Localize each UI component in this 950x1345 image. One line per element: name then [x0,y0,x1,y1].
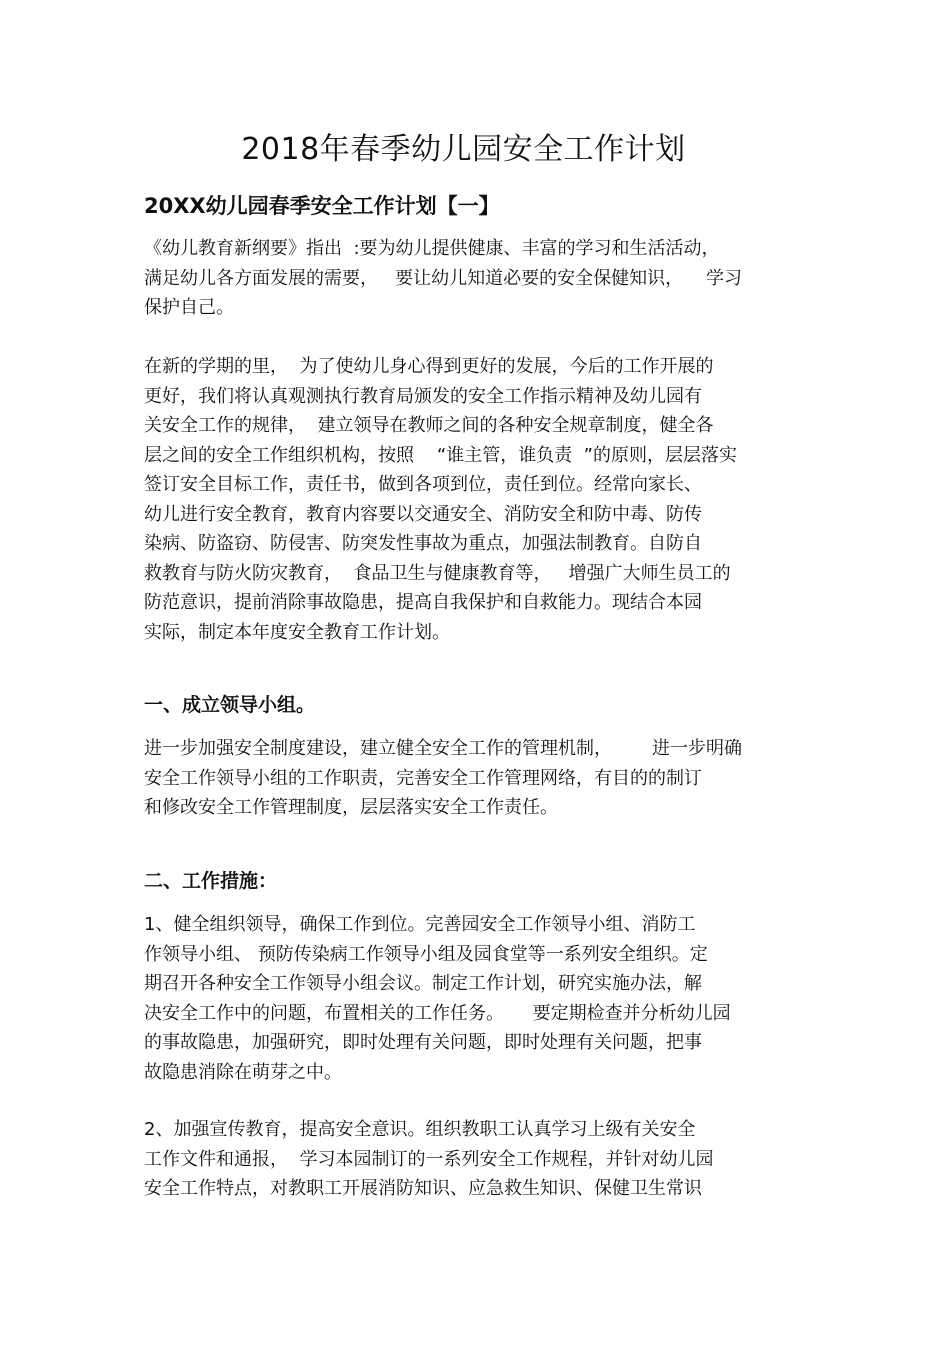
paragraph-intro [144,234,804,323]
paragraph-measure-2 [144,1115,804,1204]
text-line: 防范意识，提前消除事故隐患，提高自我保护和自救能力。现结合本园 [144,592,702,613]
paragraph-measure-1 [144,910,804,1087]
text-line: 保护自己。 [144,297,234,318]
text-line: 更好，我们将认真观测执行教育局颁发的安全工作指示精神及幼儿园有 [144,385,702,407]
text-line: 作领导小组、 预防传染病工作领导小组及园食堂等一系列安全组织。定 [144,943,708,965]
text-line: 签订安全目标工作，责任书，做到各项到位，责任到位。经常向家长、 [144,474,702,495]
paragraph-section-1 [144,734,804,823]
section-heading-1: 一、成立领导小组。 [144,694,316,716]
text-line: 安全工作领导小组的工作职责，完善安全工作管理网络，有目的的制订 [144,767,702,789]
document-title: 2018年春季幼儿园安全工作计划 [241,132,686,167]
text-line: 的事故隐患，加强研究，即时处理有关问题，即时处理有关问题，把事 [144,1032,702,1053]
text-line: 进一步加强安全制度建设，建立健全安全工作的管理机制， 进一步明确 [144,738,743,759]
text-line: 2、加强宣传教育，提高安全意识。组织教职工认真学习上级有关安全 [144,1119,696,1140]
section-heading-2: 二、工作措施： [144,870,278,892]
text-line: 关安全工作的规律， 建立领导在教师之间的各种安全规章制度，健全各 [144,415,714,436]
text-line: 1、健全组织领导，确保工作到位。完善园安全工作领导小组、消防工 [144,914,696,935]
text-line: 层之间的安全工作组织机构，按照 “谁主管，谁负责 ”的原则，层层落实 [144,444,737,466]
text-line: 工作文件和通报， 学习本园制订的一系列安全工作规程，并针对幼儿园 [144,1148,714,1170]
text-line: 染病、防盗窃、防侵害、防突发性事故为重点，加强法制教育。自防自 [144,533,702,554]
text-line: 在新的学期的里， 为了使幼儿身心得到更好的发展，今后的工作开展的 [144,356,714,377]
text-line: 安全工作特点，对教职工开展消防知识、应急救生知识、保健卫生常识 [144,1178,702,1199]
text-line: 故隐患消除在萌芽之中。 [144,1061,342,1083]
text-line: 幼儿进行安全教育，教育内容要以交通安全、消防安全和防中毒、防传 [144,503,702,525]
text-line: 实际，制定本年度安全教育工作计划。 [144,621,450,643]
text-line: 《幼儿教育新纲要》指出 :要为幼儿提供健康、丰富的学习和生活活动， [144,238,720,259]
text-line: 期召开各种安全工作领导小组会议。制定工作计划，研究实施办法，解 [144,973,702,994]
text-line: 救教育与防火防灾教育， 食品卫生与健康教育等， 增强广大师生员工的 [144,562,731,584]
text-line: 决安全工作中的问题，布置相关的工作任务。 要定期检查并分析幼儿园 [144,1002,731,1024]
text-line: 和修改安全工作管理制度，层层落实安全工作责任。 [144,797,558,818]
text-line: 满足幼儿各方面发展的需要， 要让幼儿知道必要的安全保健知识， 学习 [144,267,743,289]
document-subtitle: 20XX幼儿园春季安全工作计划【一】 [144,194,500,218]
paragraph-background [144,352,804,647]
